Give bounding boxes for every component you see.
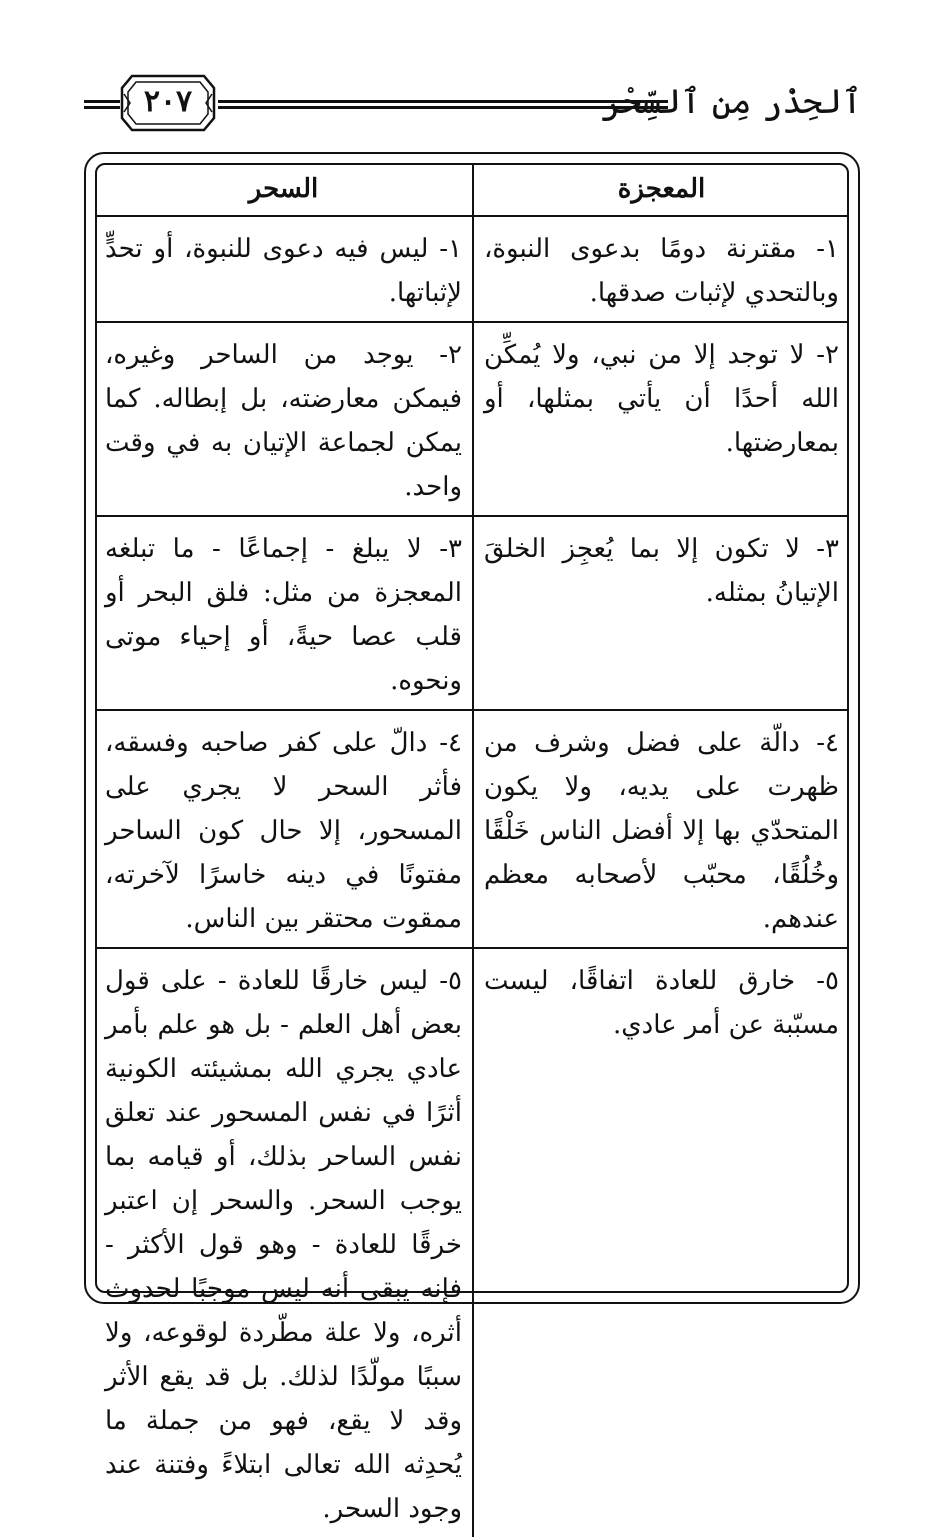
cell-magic-2: ٢- يوجد من الساحر وغيره، فيمكن معارضته، بل إبطاله. كما يمكن لجماعة الإتيان به في وقت واحد. (95, 322, 473, 516)
page-number-ornament (120, 74, 216, 132)
cell-magic-4: ٤- دالّ على كفر صاحبه وفسقه، فأثر السحر لا يجري على المسحور، إلا حال كون الساحر مفتونًا في دينه خاسرًا لآخرته، ممقوت محتقر بين الناس. (95, 710, 473, 948)
table-row (95, 216, 849, 322)
comparison-table (95, 163, 849, 1537)
cell-miracle-5: ٥- خارق للعادة اتفاقًا، ليست مسبّبة عن أمر عادي. (473, 948, 849, 1537)
table-row (95, 710, 849, 948)
header-magic: السحر (95, 163, 473, 216)
cell-magic-5: ٥- ليس خارقًا للعادة - على قول بعض أهل العلم - بل هو علم بأمر عادي يجري الله بمشيئته الكونية أثرًا في نفس المسحور عند تعلق نفس الساحر بذلك، أو قيامه بما يوجب السحر. والسحر إن اعتبر خرقًا للعادة - وهو قول الأكثر - فإنه يبقى أنه ليس موجبًا لحدوث أثره، ولا علة مطّردة لوقوعه، ولا سببًا مولّدًا لذلك. بل قد يقع الأثر وقد لا يقع، فهو من جملة ما يُحدِثه الله تعالى ابتلاءً وفتنة عند وجود السحر. (95, 948, 473, 1537)
cell-miracle-1: ١- مقترنة دومًا بدعوى النبوة، وبالتحدي لإثبات صدقها. (473, 216, 849, 322)
cell-miracle-3: ٣- لا تكون إلا بما يُعجِز الخلقَ الإتيانُ بمثله. (473, 516, 849, 710)
header-miracle: المعجزة (473, 163, 849, 216)
cell-miracle-4: ٤- دالّة على فضل وشرف من ظهرت على يديه، ولا يكون المتحدّي بها إلا أفضل الناس خَلْقًا وخُلُقًا، محبّب لأصحابه معظم عندهم. (473, 710, 849, 948)
cell-magic-3: ٣- لا يبلغ - إجماعًا - ما تبلغه المعجزة من مثل: فلق البحر أو قلب عصا حيةً، أو إحياء موتى ونحوه. (95, 516, 473, 710)
header-rule-long (218, 100, 668, 109)
table-row (95, 322, 849, 516)
running-title: ٱلحِذْر مِن ٱلسِّحْر (601, 82, 862, 122)
page-header (0, 0, 944, 150)
table-row (95, 948, 849, 1537)
header-rule-short (84, 100, 120, 109)
cell-magic-1: ١- ليس فيه دعوى للنبوة، أو تحدٍّ لإثباتها. (95, 216, 473, 322)
table-header-row (95, 163, 849, 216)
cell-miracle-2: ٢- لا توجد إلا من نبي، ولا يُمكِّن الله أحدًا أن يأتي بمثلها، أو بمعارضتها. (473, 322, 849, 516)
page-number: ٢٠٧ (143, 84, 193, 119)
table-row (95, 516, 849, 710)
